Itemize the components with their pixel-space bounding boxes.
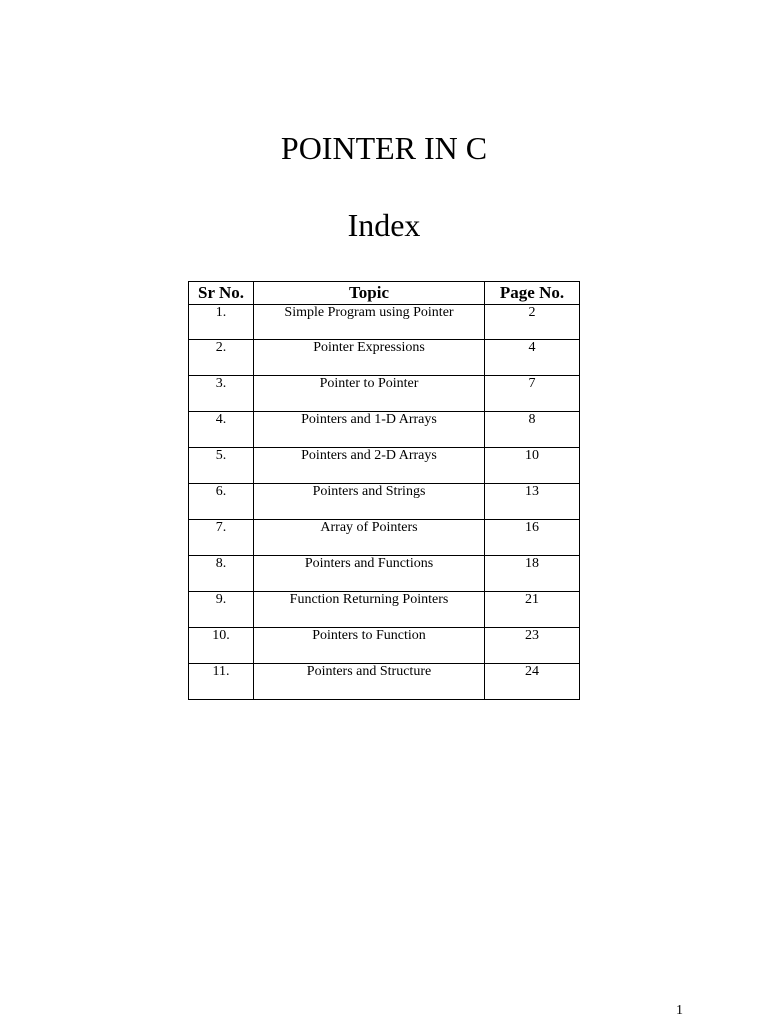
cell-sr-no: 7. bbox=[189, 520, 254, 556]
cell-sr-no: 4. bbox=[189, 412, 254, 448]
cell-page-no: 18 bbox=[485, 556, 580, 592]
table-row bbox=[189, 592, 580, 628]
cell-sr-no: 3. bbox=[189, 376, 254, 412]
cell-topic: Pointer to Pointer bbox=[254, 376, 485, 412]
cell-sr-no: 11. bbox=[189, 664, 254, 700]
cell-page-no: 23 bbox=[485, 628, 580, 664]
table-row bbox=[189, 484, 580, 520]
cell-topic: Function Returning Pointers bbox=[254, 592, 485, 628]
cell-sr-no: 5. bbox=[189, 448, 254, 484]
cell-topic: Pointers and 2-D Arrays bbox=[254, 448, 485, 484]
cell-topic: Pointers and Structure bbox=[254, 664, 485, 700]
page-number: 1 bbox=[676, 1003, 683, 1018]
index-table bbox=[188, 281, 580, 700]
cell-page-no: 21 bbox=[485, 592, 580, 628]
cell-sr-no: 1. bbox=[189, 305, 254, 340]
table-header-row bbox=[189, 282, 580, 305]
cell-page-no: 10 bbox=[485, 448, 580, 484]
cell-sr-no: 6. bbox=[189, 484, 254, 520]
cell-sr-no: 2. bbox=[189, 340, 254, 376]
cell-topic: Simple Program using Pointer bbox=[254, 305, 485, 340]
cell-topic: Pointers and Functions bbox=[254, 556, 485, 592]
table-row bbox=[189, 556, 580, 592]
table-row bbox=[189, 305, 580, 340]
header-topic: Topic bbox=[254, 282, 485, 305]
cell-sr-no: 9. bbox=[189, 592, 254, 628]
cell-page-no: 16 bbox=[485, 520, 580, 556]
cell-page-no: 24 bbox=[485, 664, 580, 700]
table-row bbox=[189, 340, 580, 376]
cell-page-no: 2 bbox=[485, 305, 580, 340]
table-row bbox=[189, 520, 580, 556]
index-heading: Index bbox=[347, 207, 421, 243]
header-sr-no: Sr No. bbox=[189, 282, 254, 305]
cell-topic: Pointer Expressions bbox=[254, 340, 485, 376]
cell-page-no: 8 bbox=[485, 412, 580, 448]
header-page-no: Page No. bbox=[485, 282, 580, 305]
table-row bbox=[189, 448, 580, 484]
table-row bbox=[189, 412, 580, 448]
table-row bbox=[189, 664, 580, 700]
cell-sr-no: 8. bbox=[189, 556, 254, 592]
table-row bbox=[189, 376, 580, 412]
cell-topic: Pointers and Strings bbox=[254, 484, 485, 520]
cell-topic: Pointers to Function bbox=[254, 628, 485, 664]
table-row bbox=[189, 628, 580, 664]
cell-page-no: 7 bbox=[485, 376, 580, 412]
cell-topic: Pointers and 1-D Arrays bbox=[254, 412, 485, 448]
cell-sr-no: 10. bbox=[189, 628, 254, 664]
document-title: POINTER IN C bbox=[280, 130, 488, 166]
cell-page-no: 4 bbox=[485, 340, 580, 376]
cell-page-no: 13 bbox=[485, 484, 580, 520]
cell-topic: Array of Pointers bbox=[254, 520, 485, 556]
